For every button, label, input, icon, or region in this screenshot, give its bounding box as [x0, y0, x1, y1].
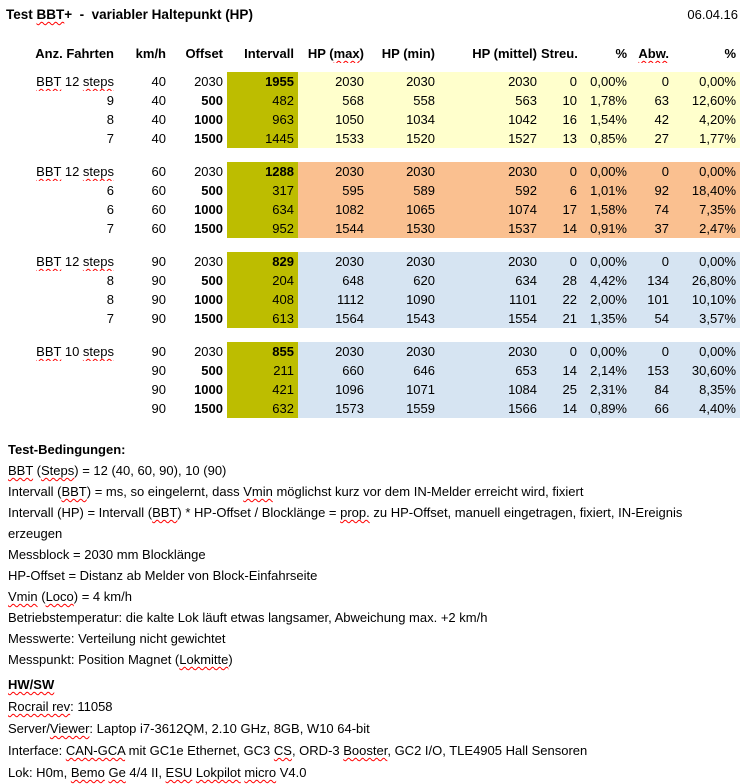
- text-segment: Server/: [8, 721, 50, 736]
- misspelled-word: ESU: [165, 765, 193, 780]
- table-cell: 74: [631, 200, 673, 219]
- table-cell: [4, 361, 118, 380]
- table-header-row: [4, 44, 740, 63]
- table-cell: 632: [227, 399, 298, 418]
- table-cell: 1071: [368, 380, 439, 399]
- condition-line: [8, 586, 740, 607]
- table-cell: 1000: [194, 112, 223, 127]
- table-cell: 10,10%: [673, 290, 740, 309]
- text-segment: Intervall (: [8, 484, 62, 499]
- table-cell: 592: [439, 181, 541, 200]
- misspelled-word: micro: [244, 765, 277, 780]
- table-cell: 40: [151, 112, 166, 127]
- table-cell: 2030: [194, 74, 223, 89]
- table-cell: 90: [151, 363, 166, 378]
- table-cell: 1084: [439, 380, 541, 399]
- text-segment: HP (: [307, 46, 334, 61]
- table-cell: 1566: [439, 399, 541, 418]
- table-cell: 14: [541, 361, 581, 380]
- table-cell: 66: [631, 399, 673, 418]
- text-segment: %: [724, 46, 736, 61]
- table-cell: 1096: [298, 380, 368, 399]
- text-segment: möglichst kurz vor dem IN-Melder erreicht wird, fixiert: [272, 484, 584, 499]
- table-cell: 1500: [194, 221, 223, 236]
- table-cell: 0,00%: [581, 162, 631, 181]
- misspelled-word: Loco: [45, 589, 74, 604]
- table-cell: 6: [106, 183, 114, 198]
- table-cell: 1000: [194, 382, 223, 397]
- table-cell: 2030: [194, 164, 223, 179]
- text-segment: ) = 12 (40, 60, 90), 10 (90): [74, 463, 227, 478]
- table-cell: 21: [541, 309, 581, 328]
- table-cell: 1288: [227, 162, 298, 181]
- hwsw-line: [8, 740, 740, 762]
- table-group: [4, 342, 740, 418]
- table-cell: 1,77%: [673, 129, 740, 148]
- text-segment: ) = ms, so eingelernt, dass: [86, 484, 244, 499]
- table-cell: 2,00%: [581, 290, 631, 309]
- table-cell: 0: [631, 342, 673, 361]
- table-cell: 60: [151, 202, 166, 217]
- column-header: [673, 44, 740, 63]
- condition-line: [8, 481, 740, 502]
- table-cell: 0: [631, 162, 673, 181]
- text-segment: Interface:: [8, 743, 66, 758]
- misspelled-word: BBT: [36, 164, 62, 179]
- table-cell: 204: [227, 271, 298, 290]
- table-cell: 1112: [298, 290, 368, 309]
- misspelled-word: Booster: [343, 743, 388, 758]
- text-segment: (: [37, 589, 46, 604]
- table-cell: 63: [631, 91, 673, 110]
- table-cell: 648: [298, 271, 368, 290]
- table-cell: [4, 162, 118, 181]
- table-cell: 8: [106, 292, 114, 307]
- table-cell: 4,20%: [673, 110, 740, 129]
- condition-line: [8, 544, 740, 565]
- text-segment: (: [33, 463, 42, 478]
- misspelled-word: Steps: [41, 463, 75, 478]
- misspelled-word: CAN-GCA: [65, 743, 126, 758]
- table-cell: 14: [541, 399, 581, 418]
- table-cell: 1,01%: [581, 181, 631, 200]
- table-group: [4, 162, 740, 238]
- table-cell: 6: [106, 202, 114, 217]
- table-cell: 660: [298, 361, 368, 380]
- table-cell: 1101: [439, 290, 541, 309]
- text-segment: 10: [61, 344, 83, 359]
- table-cell: 90: [151, 254, 166, 269]
- text-segment: km/h: [135, 46, 166, 61]
- misspelled-word: max: [333, 46, 360, 61]
- table-cell: 1564: [298, 309, 368, 328]
- table-cell: 40: [151, 131, 166, 146]
- table-cell: 2030: [194, 254, 223, 269]
- table-cell: 0,00%: [673, 162, 740, 181]
- table-cell: 1500: [194, 311, 223, 326]
- table-cell: 0: [541, 72, 581, 91]
- table-cell: 1000: [194, 202, 223, 217]
- table-cell: 408: [227, 290, 298, 309]
- table-cell: 482: [227, 91, 298, 110]
- misspelled-word: Bemo: [70, 765, 105, 780]
- text-segment: 12: [61, 164, 83, 179]
- table-cell: 2030: [368, 162, 439, 181]
- table-cell: 2030: [298, 252, 368, 271]
- table-cell: 8: [106, 112, 114, 127]
- hwsw-line: [8, 718, 740, 740]
- table-cell: 30,60%: [673, 361, 740, 380]
- table-cell: 1082: [298, 200, 368, 219]
- title-bar: [4, 6, 740, 24]
- table-cell: 1559: [368, 399, 439, 418]
- condition-line: [8, 460, 740, 481]
- table-cell: 1554: [439, 309, 541, 328]
- table-cell: 589: [368, 181, 439, 200]
- table-cell: 8,35%: [673, 380, 740, 399]
- table-cell: 4,40%: [673, 399, 740, 418]
- table-cell: 1,78%: [581, 91, 631, 110]
- text-segment: : Laptop i7-3612QM, 2.10 GHz, 8GB, W10 64-bit: [89, 721, 370, 736]
- text-segment: Betriebstemperatur: die kalte Lok läuft etwas langsamer, Abweichung max. +2 km/h: [8, 610, 488, 625]
- text-segment: %: [615, 46, 627, 61]
- table-cell: 1533: [298, 129, 368, 148]
- hwsw-line: [8, 762, 740, 784]
- page-title: [6, 6, 253, 24]
- table-cell: 28: [541, 271, 581, 290]
- text-segment: Anz. Fahrten: [35, 46, 114, 61]
- table-cell: 1,58%: [581, 200, 631, 219]
- table-cell: 9: [106, 93, 114, 108]
- misspelled-word: BBT: [36, 74, 62, 89]
- table-cell: 37: [631, 219, 673, 238]
- table-cell: 22: [541, 290, 581, 309]
- table-cell: 963: [227, 110, 298, 129]
- column-header: [631, 44, 673, 63]
- table-cell: 500: [201, 93, 223, 108]
- table-cell: 0: [541, 162, 581, 181]
- table-cell: [4, 380, 118, 399]
- text-segment: ): [359, 46, 364, 61]
- table-cell: 7: [106, 311, 114, 326]
- table-cell: 6: [541, 181, 581, 200]
- table-cell: 1034: [368, 110, 439, 129]
- column-header: [581, 44, 631, 63]
- table-cell: 855: [227, 342, 298, 361]
- text-segment: Lok: H0m,: [8, 765, 71, 780]
- misspelled-word: CS: [273, 743, 292, 758]
- table-cell: 646: [368, 361, 439, 380]
- table-cell: 2030: [368, 252, 439, 271]
- table-cell: 2030: [368, 72, 439, 91]
- table-cell: 18,40%: [673, 181, 740, 200]
- table-cell: 653: [439, 361, 541, 380]
- table-cell: 40: [151, 93, 166, 108]
- table-cell: 1042: [439, 110, 541, 129]
- text-segment: Offset: [185, 46, 223, 61]
- table-cell: 1955: [227, 72, 298, 91]
- table-cell: 1537: [439, 219, 541, 238]
- text-segment: + - variabler Haltepunkt (HP): [64, 7, 253, 22]
- table-cell: 40: [151, 74, 166, 89]
- table-cell: 0,00%: [673, 342, 740, 361]
- table-cell: 2030: [298, 72, 368, 91]
- misspelled-word: steps: [82, 254, 114, 269]
- table-cell: 134: [631, 271, 673, 290]
- table-cell: 2030: [298, 162, 368, 181]
- table-cell: 0,00%: [673, 72, 740, 91]
- table-cell: 613: [227, 309, 298, 328]
- misspelled-word: Vmin: [8, 589, 38, 604]
- table-cell: 1,54%: [581, 110, 631, 129]
- table-cell: 27: [631, 129, 673, 148]
- table-cell: 1050: [298, 110, 368, 129]
- text-segment: , GC2 I/O, TLE4905 Hall Sensoren: [387, 743, 588, 758]
- table-cell: 1,35%: [581, 309, 631, 328]
- table-cell: 595: [298, 181, 368, 200]
- misspelled-word: BBT: [8, 463, 34, 478]
- table-cell: 2,14%: [581, 361, 631, 380]
- column-header: [439, 44, 541, 63]
- table-cell: 211: [227, 361, 298, 380]
- table-cell: 7: [106, 131, 114, 146]
- table-cell: 1500: [194, 401, 223, 416]
- text-segment: ) = 4 km/h: [73, 589, 132, 604]
- table-cell: 1530: [368, 219, 439, 238]
- table-cell: 620: [368, 271, 439, 290]
- table-cell: [4, 72, 118, 91]
- misspelled-word: Vmin: [243, 484, 273, 499]
- column-header: [4, 44, 118, 63]
- text-segment: ) * HP-Offset / Blocklänge =: [177, 505, 341, 520]
- table-cell: 54: [631, 309, 673, 328]
- misspelled-word: Viewer: [49, 721, 90, 736]
- text-segment: HP-Offset = Distanz ab Melder von Block-Einfahrseite: [8, 568, 318, 583]
- misspelled-word: Lokmitte: [179, 652, 229, 667]
- misspelled-word: BBT: [36, 7, 65, 22]
- table-cell: [4, 252, 118, 271]
- table-cell: 500: [201, 363, 223, 378]
- table-cell: 153: [631, 361, 673, 380]
- table-cell: 2030: [439, 162, 541, 181]
- text-segment: mit GC1e Ethernet, GC3: [125, 743, 274, 758]
- misspelled-word: Rocrail rev: [8, 699, 71, 714]
- table-cell: 0,00%: [581, 72, 631, 91]
- misspelled-word: Lokpilot: [195, 765, 241, 780]
- column-header: [541, 44, 581, 63]
- table-cell: 3,57%: [673, 309, 740, 328]
- table-cell: 25: [541, 380, 581, 399]
- table-cell: 90: [151, 344, 166, 359]
- table-cell: 2030: [194, 344, 223, 359]
- table-cell: 0,00%: [581, 252, 631, 271]
- condition-line: [8, 628, 740, 649]
- table-cell: 1074: [439, 200, 541, 219]
- table-cell: 1445: [227, 129, 298, 148]
- misspelled-word: Abw.: [638, 46, 669, 61]
- table-cell: 2030: [368, 342, 439, 361]
- table-cell: 2030: [298, 342, 368, 361]
- text-segment: Test: [6, 7, 37, 22]
- table-cell: 101: [631, 290, 673, 309]
- text-segment: Messpunkt: Position Magnet (: [8, 652, 180, 667]
- text-segment: Messwerte: Verteilung nicht gewichtet: [8, 631, 226, 646]
- table-cell: 7: [106, 221, 114, 236]
- table-cell: 90: [151, 382, 166, 397]
- table-cell: 0,00%: [673, 252, 740, 271]
- text-segment: : 11058: [70, 699, 113, 714]
- table-cell: 92: [631, 181, 673, 200]
- table-cell: 90: [151, 311, 166, 326]
- table-cell: 1090: [368, 290, 439, 309]
- table-cell: 42: [631, 110, 673, 129]
- table-cell: 0: [631, 252, 673, 271]
- table-cell: 0: [541, 342, 581, 361]
- condition-line: [8, 502, 740, 544]
- column-header: [298, 44, 368, 63]
- column-header: [227, 44, 298, 63]
- table-cell: 2,31%: [581, 380, 631, 399]
- table-cell: 0: [541, 252, 581, 271]
- table-cell: 1544: [298, 219, 368, 238]
- table-cell: 7,35%: [673, 200, 740, 219]
- misspelled-word: HW/SW: [8, 677, 55, 692]
- table-cell: 2030: [439, 72, 541, 91]
- table-cell: 90: [151, 273, 166, 288]
- table-cell: 0,89%: [581, 399, 631, 418]
- condition-line: [8, 607, 740, 628]
- table-cell: 84: [631, 380, 673, 399]
- text-segment: HP (mittel): [472, 46, 537, 61]
- misspelled-word: steps: [82, 164, 114, 179]
- table-cell: 8: [106, 273, 114, 288]
- hwsw-heading: [8, 674, 740, 696]
- table-cell: 563: [439, 91, 541, 110]
- table-cell: 2,47%: [673, 219, 740, 238]
- table-cell: 0,91%: [581, 219, 631, 238]
- text-segment: Intervall (HP) = Intervall (: [8, 505, 153, 520]
- misspelled-word: BBT: [152, 505, 178, 520]
- column-header: [118, 44, 170, 63]
- test-conditions-section: [4, 439, 740, 670]
- table-cell: 16: [541, 110, 581, 129]
- table-cell: 829: [227, 252, 298, 271]
- table-cell: 4,42%: [581, 271, 631, 290]
- table-cell: 0,85%: [581, 129, 631, 148]
- table-cell: 13: [541, 129, 581, 148]
- text-segment: ): [228, 652, 233, 667]
- table-cell: 26,80%: [673, 271, 740, 290]
- table-cell: 0,00%: [581, 342, 631, 361]
- table-cell: 10: [541, 91, 581, 110]
- table-body: [4, 72, 740, 418]
- table-cell: 60: [151, 164, 166, 179]
- table-cell: 1543: [368, 309, 439, 328]
- misspelled-word: BBT: [36, 254, 62, 269]
- table-cell: 558: [368, 91, 439, 110]
- text-segment: Messblock = 2030 mm Blocklänge: [8, 547, 206, 562]
- table-cell: 568: [298, 91, 368, 110]
- table-cell: 1573: [298, 399, 368, 418]
- text-segment: V4.0: [276, 765, 307, 780]
- table-cell: [4, 399, 118, 418]
- text-segment: HP (min): [381, 46, 435, 61]
- table-cell: 952: [227, 219, 298, 238]
- text-segment: zu HP-Offset, manuell eingetragen, fixiert, IN-Ereignis erzeugen: [8, 505, 687, 541]
- misspelled-word: prop.: [340, 505, 370, 520]
- misspelled-word: steps: [82, 74, 114, 89]
- table-cell: 2030: [439, 252, 541, 271]
- text-segment: 12: [61, 254, 83, 269]
- table-cell: 500: [201, 183, 223, 198]
- table-cell: 634: [439, 271, 541, 290]
- condition-line: [8, 565, 740, 586]
- text-segment: 4/4 II,: [125, 765, 166, 780]
- misspelled-word: Ge: [108, 765, 126, 780]
- table-cell: 90: [151, 401, 166, 416]
- table-cell: 0: [631, 72, 673, 91]
- table-group: [4, 252, 740, 328]
- condition-line: [8, 649, 740, 670]
- text-segment: Intervall: [244, 46, 294, 61]
- table-cell: 421: [227, 380, 298, 399]
- table-cell: 1520: [368, 129, 439, 148]
- hwsw-section: [4, 674, 740, 784]
- table-cell: 1500: [194, 131, 223, 146]
- text-segment: Streu.: [541, 46, 578, 61]
- text-segment: , ORD-3: [291, 743, 344, 758]
- table-cell: 60: [151, 221, 166, 236]
- misspelled-word: steps: [82, 344, 114, 359]
- table-cell: 60: [151, 183, 166, 198]
- document-date: 06.04.16: [687, 7, 738, 22]
- table-cell: 14: [541, 219, 581, 238]
- column-header: [368, 44, 439, 63]
- table-cell: 12,60%: [673, 91, 740, 110]
- table-group: [4, 72, 740, 148]
- text-segment: 12: [61, 74, 83, 89]
- table-cell: 500: [201, 273, 223, 288]
- table-cell: [4, 342, 118, 361]
- table-cell: 634: [227, 200, 298, 219]
- misspelled-word: BBT: [36, 344, 62, 359]
- misspelled-word: BBT: [61, 484, 87, 499]
- hwsw-line: [8, 696, 740, 718]
- table-cell: 1000: [194, 292, 223, 307]
- table-cell: 1065: [368, 200, 439, 219]
- column-header: [170, 44, 227, 63]
- table-cell: 2030: [439, 342, 541, 361]
- test-conditions-heading: Test-Bedingungen:: [8, 442, 126, 457]
- table-cell: 317: [227, 181, 298, 200]
- table-cell: 1527: [439, 129, 541, 148]
- table-cell: 90: [151, 292, 166, 307]
- table-cell: 17: [541, 200, 581, 219]
